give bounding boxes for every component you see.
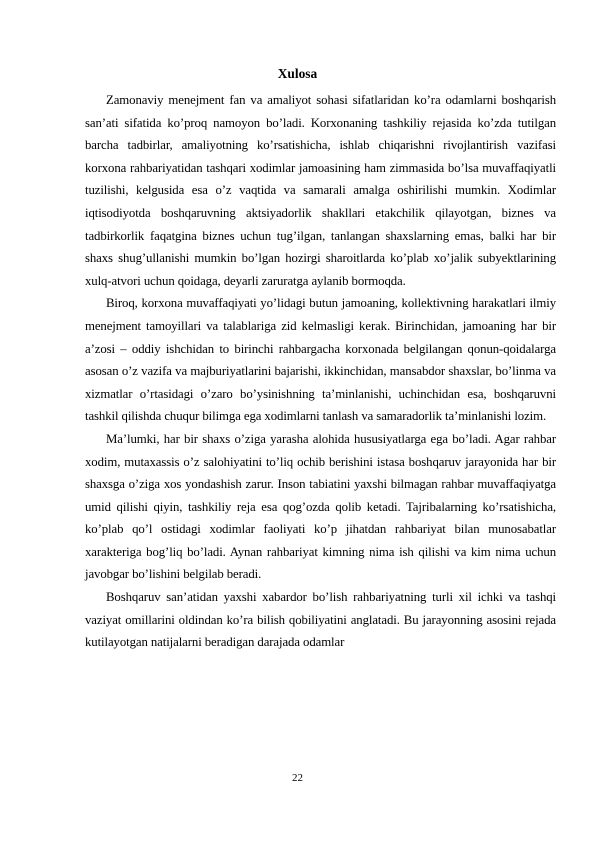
document-title: Xulosa [277,66,318,81]
paragraph-4: Boshqaruv san’atidan yaxshi xabardor bo’lish rahbariyatning turli xil ichki va tashqi vaziyat omillarini oldindan ko’ra bilish qobiliyatini anglatadi. Bu jarayonning asosini rejada kutilayotgan natijalarni beradigan darajada odamlar [85,590,556,650]
page-number: 22 [292,772,303,784]
paragraph-3: Ma’lumki, har bir shaxs o’ziga yarasha alohida hususiyatlarga ega bo’ladi. Agar rahbar xodim, mutaxassis o’z salohiyatini to’liq ochib berishini istasa boshqaruv jarayonida har bir shaxsga o’ziga xos yondashish zarur. Inson tabiatini yaxshi bilmagan rahbar muvaffaqiyatga umid qilishi qiyin, tashkiliy reja esa qog’ozda qolib ketadi. Tajribalarning ko’rsatishicha, ko’plab qo’l ostidagi xodimlar faoliyati ko’p jihatdan rahbariyat bilan munosabatlar xarakteriga bog’liq bo’ladi. Aynan rahbariyat kimning nima ish qilishi va kim nima uchun javobgar bo’lishini belgilab beradi. [85,431,556,582]
document-body [85,89,556,654]
paragraph-1: Zamonaviy menejment fan va amaliyot sohasi sifatlaridan ko’ra odamlarni boshqarish san’ati sifatida ko’proq namoyon bo’ladi. Korxonaning tashkiliy rejasida ko’zda tutilgan barcha tadbirlar, amaliyotning ko’rsatishicha, ishlab chiqarishni rivojlantirish vazifasi korxona rahbariyatidan tashqari xodimlar jamoasining ham zimmasida bo’lsa muvaffaqiyatli tuzilishi, kelgusida esa o’z vaqtida va samarali amalga oshirilishi mumkin. Xodimlar iqtisodiyotda boshqaruvning aktsiyadorlik shakllari etakchilik qilayotgan, biznes va tadbirkorlik faqatgina biznes uchun tug’ilgan, tanlangan shaxslarning emas, balki har bir shaxs shug’ullanishi mumkin bo’lgan hozirgi sharoitlarda ko’plab xo’jalik subyektlarining xulq-atvori uchun qoidaga, deyarli zaruratga aylanib bormoqda. [85,93,556,288]
paragraph-2: Biroq, korxona muvaffaqiyati yo’lidagi butun jamoaning, kollektivning harakatlari ilmiy menejment tamoyillari va talablariga zid kelmasligi kerak. Birinchidan, jamoaning har bir a’zosi – oddiy ishchidan to birinchi rahbargacha korxonada belgilangan qonun-qoidalarga asosan o’z vazifa va majburiyatlarini bajarishi, ikkinchidan, mansabdor shaxslar, bo’linma va xizmatlar o’rtasidagi o’zaro bo’ysinishning ta’minlanishi, uchinchidan esa, boshqaruvni tashkil qilishda chuqur bilimga ega xodimlarni tanlash va samaradorlik ta’minlanishi lozim. [85,296,556,424]
